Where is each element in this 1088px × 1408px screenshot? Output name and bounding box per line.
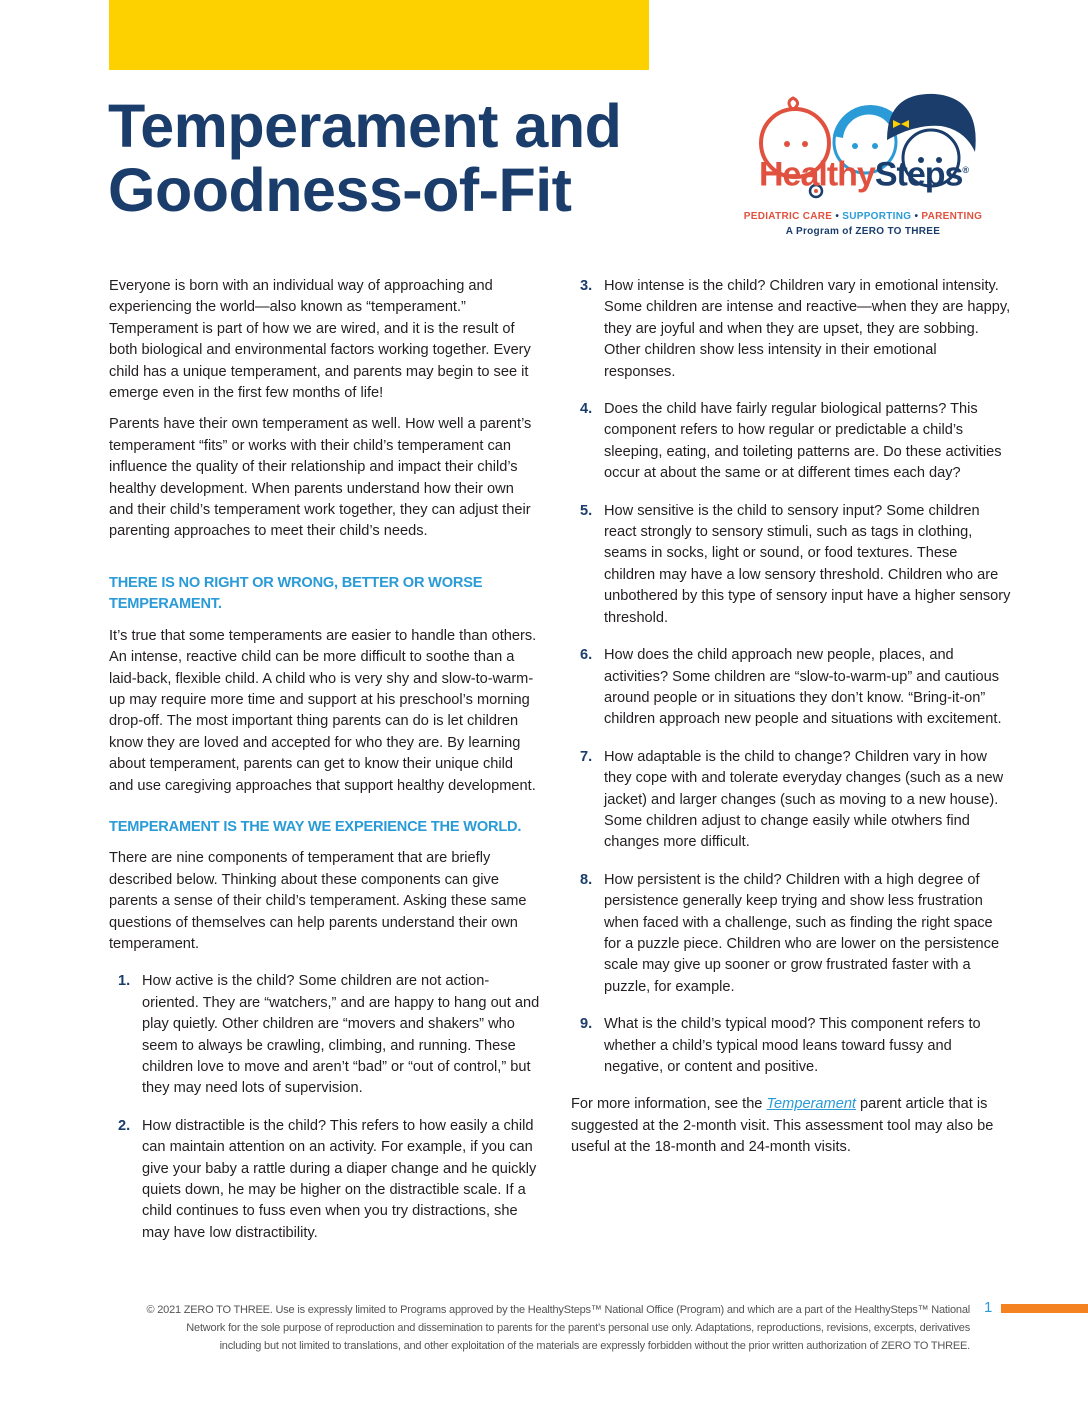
section-body-way-we-experience: There are nine components of temperament that are briefly described below. Thinking about these components can give parents a sense of their child’s temperament. Asking these same questions of themselves can help parents understand their own temperament.: [109, 850, 527, 952]
list-item-number: 6.: [580, 647, 593, 664]
section-heading-no-right-or-wrong: THERE IS NO RIGHT OR WRONG, BETTER OR WORSE TEMPERAMENT.: [109, 574, 483, 613]
list-item-text: How persistent is the child? Children with a high degree of persistence generally keep trying and show less frustration when faced with a challenge, such as finding the right space for a puzzle piece. Children who are lower on the persistence scale may give up sooner or grow frustrated faster with a puzzle, for example.: [604, 871, 1000, 995]
footer-line-2: Network for the sole purpose of reproduction and dissemination to parents for the parent’s personal use only. Adaptations, reproductions, revisions, excerpts, derivatives: [186, 1322, 970, 1334]
list-item-text: How intense is the child? Children vary in emotional intensity. Some children are intense and reactive—when they are happy, they are joyful and when they are upset, they are sobbing. Other children show less intensity in their emotional responses.: [604, 278, 1011, 380]
list-item: [580, 870, 1011, 998]
list-item-number: 4.: [580, 401, 593, 418]
list-item: [580, 399, 1011, 485]
page-title: [108, 94, 621, 222]
left-column: [109, 276, 541, 1260]
logo-program-line: A Program of ZERO TO THREE: [785, 226, 941, 237]
components-list-left: [118, 971, 541, 1244]
header-accent-bar: [109, 0, 649, 70]
list-item-text: How adaptable is the child to change? Children vary in how they cope with and tolerate everyday changes (such as a new jacket) and larger changes (such as moving to a new house). Some children adjust to change easily while otwhers find changes more difficult.: [604, 748, 1004, 851]
list-item: [580, 501, 1011, 629]
more-info-paragraph: For more information, see the Temperament parent article that is suggested at the 2-month visit. This assessment tool may also be useful at the 18-month and 24-month visits.: [571, 1096, 994, 1156]
logo-wordmark: HealthySteps®: [759, 155, 969, 194]
right-column: [571, 276, 1011, 1169]
footer-line-1: © 2021 ZERO TO THREE. Use is expressly limited to Programs approved by the HealthySteps™ National Office (Program) and which are a part of the HealthySteps™ National: [146, 1304, 970, 1316]
list-item-text: Does the child have fairly regular biological patterns? This component refers to how regular or predictable a child’s sleeping, eating, and toileting patterns are. Do these activities occur at about the same or at different times each day?: [604, 401, 1002, 482]
list-item-text: How distractible is the child? This refers to how easily a child can maintain attention on an activity. For example, if you can give your baby a rattle during a diaper change and he quickly quiets down, he may be higher on the distractible scale. If a child continues to fuss even when you try distractions, she may have low distractibility.: [142, 1117, 537, 1241]
intro-paragraph-1: Everyone is born with an individual way of approaching and experiencing the world—also known as “temperament.” Temperament is part of how we are wired, and it is the result of both biological and environmental factors working together. Every child has a unique temperament, and parents may begin to see it emerge even in the first few months of life!: [109, 278, 531, 402]
title-line-2: Goodness-of-Fit: [108, 156, 572, 224]
list-item-number: 5.: [580, 502, 593, 519]
section-body-no-right-or-wrong: It’s true that some temperaments are easier to handle than others. An intense, reactive child can be more difficult to soothe than a laid-back, flexible child. A child who is very shy and slow-to-warm-up may require more time and support at his preschool’s morning drop-off. The most important thing parents can do is let children know they are loved and accepted for who they are. By learning about temperament, parents can get to know their unique child and use caregiving approaches that support healthy development.: [109, 627, 537, 794]
list-item-text: How active is the child? Some children are not action-oriented. They are “watchers,” and are happy to hang out and play quietly. Other children are “movers and shakers” who seem to always be crawling, climbing, and running. These children love to move and aren’t “bad” or “out of control,” but they may need lots of supervision.: [142, 973, 540, 1097]
footer-accent-bar: [1001, 1304, 1088, 1313]
list-item-number: 8.: [580, 871, 593, 888]
list-item-text: What is the child’s typical mood? This component refers to whether a child’s typical mood leans toward fussy and negative, or content and positive.: [604, 1016, 981, 1075]
list-item-text: How does the child approach new people, places, and activities? Some children are “slow-to-warm-up” and cautious around people or in situations they don’t know. “Bring-it-on” children approach new people and situations with excitement.: [604, 647, 1002, 728]
section-heading-way-we-experience: TEMPERAMENT IS THE WAY WE EXPERIENCE THE WORLD.: [109, 818, 522, 835]
list-item: [118, 971, 541, 1099]
logo-tagline: PEDIATRIC CARE • SUPPORTING • PARENTING A Program of ZERO TO THREE: [735, 209, 991, 239]
list-item-text: How sensitive is the child to sensory input? Some children react strongly to sensory stimuli, such as tags in clothing, seams in socks, light or sound, or food textures. These children may have a low sensory threshold. Children who are unbothered by this type of sensory input have a higher sensory threshold.: [604, 502, 1011, 626]
footer-line-3: including but not limited to translations, and other exploitation of the materials are expressly forbidden without the prior written authorization of ZERO TO THREE.: [219, 1340, 970, 1352]
page-number: 1: [984, 1299, 993, 1316]
list-item-number: 9.: [580, 1016, 593, 1033]
list-item-number: 7.: [580, 748, 593, 765]
temperament-article-link[interactable]: Temperament: [766, 1096, 856, 1113]
list-item: [118, 1116, 541, 1244]
healthysteps-logo: [735, 88, 991, 240]
list-item-number: 1.: [118, 973, 131, 990]
list-item: [580, 1014, 1011, 1078]
list-item: [580, 645, 1011, 731]
intro-paragraph-2: Parents have their own temperament as well. How well a parent’s temperament “fits” or works with their child’s temperament can influence the quality of their relationship and impact their child’s healthy development. When parents understand how their own and their child’s temperament work together, they can adjust their parenting approaches to meet their child’s needs.: [109, 416, 532, 540]
list-item: [580, 276, 1011, 383]
list-item: [580, 747, 1011, 854]
list-item-number: 2.: [118, 1117, 131, 1134]
copyright-footer: [110, 1301, 970, 1355]
title-line-1: Temperament and: [108, 92, 622, 160]
list-item-number: 3.: [580, 278, 593, 294]
components-list-right: [580, 276, 1011, 1078]
